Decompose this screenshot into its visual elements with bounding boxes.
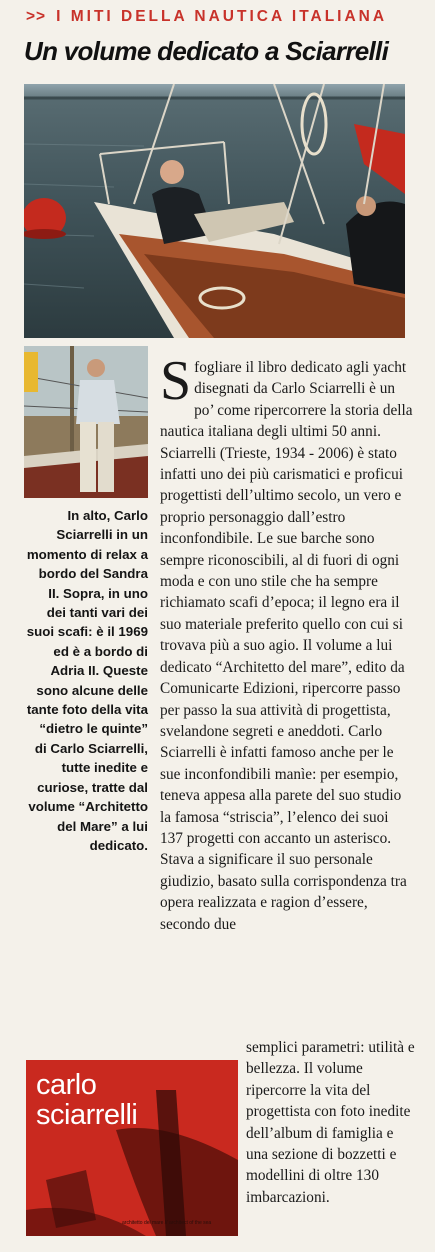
hero-photo-art bbox=[24, 84, 405, 338]
article-body-continued: semplici parametri: utilità e bellezza. Il volume ripercorre la vita del progettista con foto inedite dell’album di famiglia e una sezione di bozzetti e modellini di oltre 130 imbarcazioni. bbox=[246, 1039, 415, 1206]
book-cover bbox=[26, 1060, 238, 1236]
kicker-arrows: >> bbox=[26, 8, 47, 25]
book-cover-title bbox=[36, 1070, 137, 1130]
inset-photo-adria bbox=[24, 346, 148, 498]
hero-photo-sailboat bbox=[24, 84, 405, 338]
article-body-text: fogliare il libro dedicato agli yacht disegnati da Carlo Sciarrelli è un po’ come ripercorrere la storia della nautica italiana degli ultimi 50 anni. Sciarrelli (Trieste, 1934 - 2006) è stato infatti uno dei più carismatici e proficui progettisti dell’ultimo secolo, un vero e proprio personaggio dall’estro inconfondibile. Le sue barche sono sempre riconoscibili, al di fuori di ogni moda e con uno stile che ha sempre richiamato scafi d’epoca; il legno era il suo materiale preferito quello con cui si trovava più a suo agio. Il volume a lui dedicato “Architetto del mare”, edito da Comunicarte Edizioni, ripercorre passo per passo la sua attività di progettista, svelandone segreti e aneddoti. Carlo Sciarrelli è infatti famoso anche per le sue inconfondibili manìe: per esempio, teneva appesa alla parete del suo studio la famosa “striscia”, l’elenco dei suoi 137 progetti con accanto un asterisco. Stava a significare il suo personale giudizio, basato sulla corrispondenza tra opera realizzata e ragion d’essere, secondo due bbox=[160, 359, 413, 933]
article-title: Un volume dedicato a Sciarrelli bbox=[24, 36, 389, 66]
book-cover-subtitle: architetto del mare // architect of the sea bbox=[122, 1220, 212, 1226]
inset-photo-art bbox=[24, 346, 148, 498]
book-cover-title-line2: sciarrelli bbox=[36, 1099, 138, 1131]
book-cover-title-line1: carlo bbox=[36, 1069, 97, 1101]
drop-cap: S bbox=[160, 350, 192, 412]
article-body bbox=[160, 350, 414, 935]
kicker-label: I MITI DELLA NAUTICA ITALIANA bbox=[56, 8, 388, 25]
section-kicker bbox=[26, 8, 387, 26]
photo-caption: In alto, Carlo Sciarrelli in un momento di relax a bordo del Sandra II. Sopra, in uno dei tanti vari dei suoi scafi: è il 1969 ed è a bordo di Adria II. Queste sono alcune delle tante foto della vita “dietro le quinte” di Carlo Sciarrelli, tutte inedite e curiose, tratte dal volume “Architetto del Mare” a lui dedicato. bbox=[26, 508, 148, 853]
